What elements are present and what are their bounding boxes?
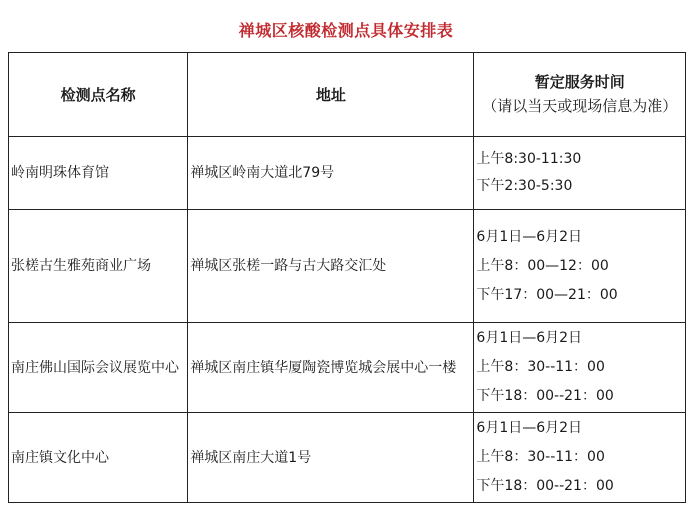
header-site-name: 检测点名称: [9, 53, 188, 137]
service-time-cell: [474, 210, 686, 323]
header-address: 地址: [188, 53, 474, 137]
service-time-line: 下午17：00—21：00: [476, 286, 618, 303]
table-row: [9, 323, 686, 413]
site-address-cell: 禅城区张槎一路与古大路交汇处: [188, 210, 474, 323]
header-service-time-note: （请以当天或现场信息为准）: [482, 96, 678, 115]
service-time-line: 6月1日—6月2日: [476, 330, 583, 346]
service-time-line: 上午8：30--11：00: [476, 359, 605, 375]
service-time-line: 上午8：00—12：00: [476, 257, 609, 274]
service-time-cell: [474, 323, 686, 413]
service-time-line: 下午2:30-5:30: [476, 178, 573, 194]
header-service-time-label: 暂定服务时间: [534, 72, 625, 91]
service-time-cell: [474, 413, 686, 503]
table-row: [9, 413, 686, 503]
site-name-cell: 南庄镇文化中心: [9, 413, 188, 503]
site-name-cell: 张槎古生雅苑商业广场: [9, 210, 188, 323]
table-header-row: [9, 53, 686, 137]
service-time-line: 6月1日—6月2日: [476, 420, 583, 436]
table-row: [9, 137, 686, 210]
site-address-cell: 禅城区南庄镇华厦陶瓷博览城会展中心一楼: [188, 323, 474, 413]
service-time-line: 6月1日—6月2日: [476, 228, 583, 245]
site-address-cell: 禅城区岭南大道北79号: [188, 137, 474, 210]
service-time-cell: [474, 137, 686, 210]
service-time-line: 下午18：00--21：00: [476, 388, 614, 404]
service-time-line: 上午8：30--11：00: [476, 449, 605, 465]
page-title: 禅城区核酸检测点具体安排表: [238, 21, 454, 40]
service-time-line: 下午18：00--21：00: [476, 478, 614, 494]
site-address-cell: 禅城区南庄大道1号: [188, 413, 474, 503]
header-service-time: [474, 53, 686, 137]
table-row: [9, 210, 686, 323]
site-name-cell: 南庄佛山国际会议展览中心: [9, 323, 188, 413]
service-time-line: 上午8:30-11:30: [476, 151, 582, 167]
testing-sites-table: [8, 52, 686, 503]
site-name-cell: 岭南明珠体育馆: [9, 137, 188, 210]
